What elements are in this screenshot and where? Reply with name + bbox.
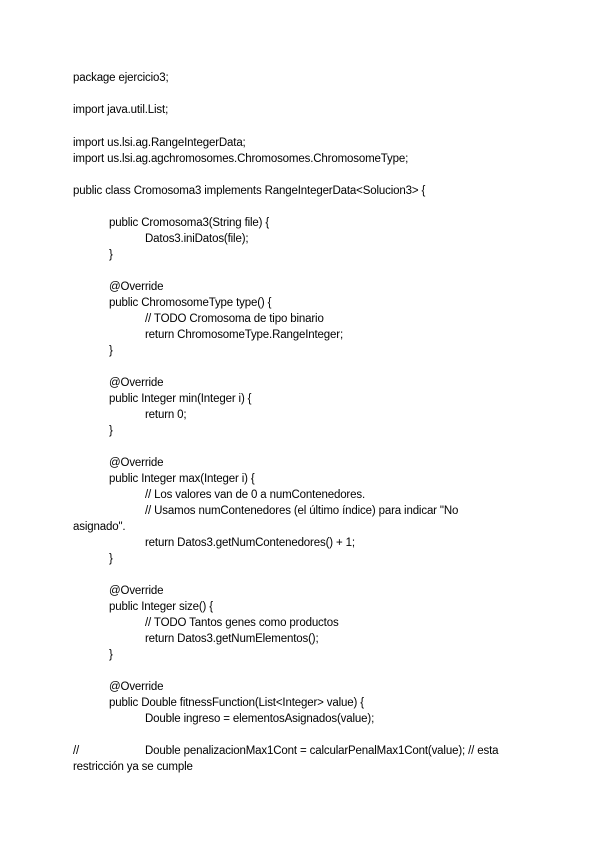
code-line: public Integer min(Integer i) { [109, 393, 252, 405]
code-line: import java.util.List; [73, 104, 169, 116]
code-line: public Cromosoma3(String file) { [109, 217, 270, 229]
code-line: public Integer max(Integer i) { [109, 473, 255, 485]
code-line: asignado". [73, 521, 126, 533]
code-line: import us.lsi.ag.agchromosomes.Chromosomes.ChromosomeType; [73, 153, 409, 165]
code-line: public ChromosomeType type() { [109, 297, 272, 309]
code-line: return ChromosomeType.RangeInteger; [145, 329, 344, 341]
code-line: return 0; [145, 409, 187, 421]
code-line: return Datos3.getNumContenedores() + 1; [145, 537, 355, 549]
code-line: } [109, 649, 113, 661]
code-line: package ejercicio3; [73, 72, 169, 84]
code-line: restricción ya se cumple [73, 761, 193, 773]
code-line: public Integer size() { [109, 601, 213, 613]
code-line: import us.lsi.ag.RangeIntegerData; [73, 137, 246, 149]
code-line: // TODO Tantos genes como productos [145, 617, 339, 629]
code-line: } [109, 345, 113, 357]
code-line: } [109, 553, 113, 565]
code-line: return Datos3.getNumElementos(); [145, 633, 319, 645]
code-line: } [109, 249, 113, 261]
code-line: // Usamos numContenedores (el último índice) para indicar "No [145, 505, 459, 517]
code-line: @Override [109, 377, 164, 389]
code-line: // [73, 745, 80, 757]
code-line: // TODO Cromosoma de tipo binario [145, 313, 324, 325]
code-line: Datos3.iniDatos(file); [145, 233, 249, 245]
code-line: Double ingreso = elementosAsignados(value); [145, 713, 375, 725]
code-line: @Override [109, 681, 164, 693]
code-line: @Override [109, 457, 164, 469]
code-line: } [109, 425, 113, 437]
code-line: public Double fitnessFunction(List<Integer> value) { [109, 697, 364, 709]
code-line: @Override [109, 281, 164, 293]
code-line: public class Cromosoma3 implements RangeIntegerData<Solucion3> { [73, 185, 426, 197]
code-line: // Los valores van de 0 a numContenedores. [145, 489, 366, 501]
code-line: Double penalizacionMax1Cont = calcularPenalMax1Cont(value); // esta [145, 745, 499, 757]
code-line: @Override [109, 585, 164, 597]
